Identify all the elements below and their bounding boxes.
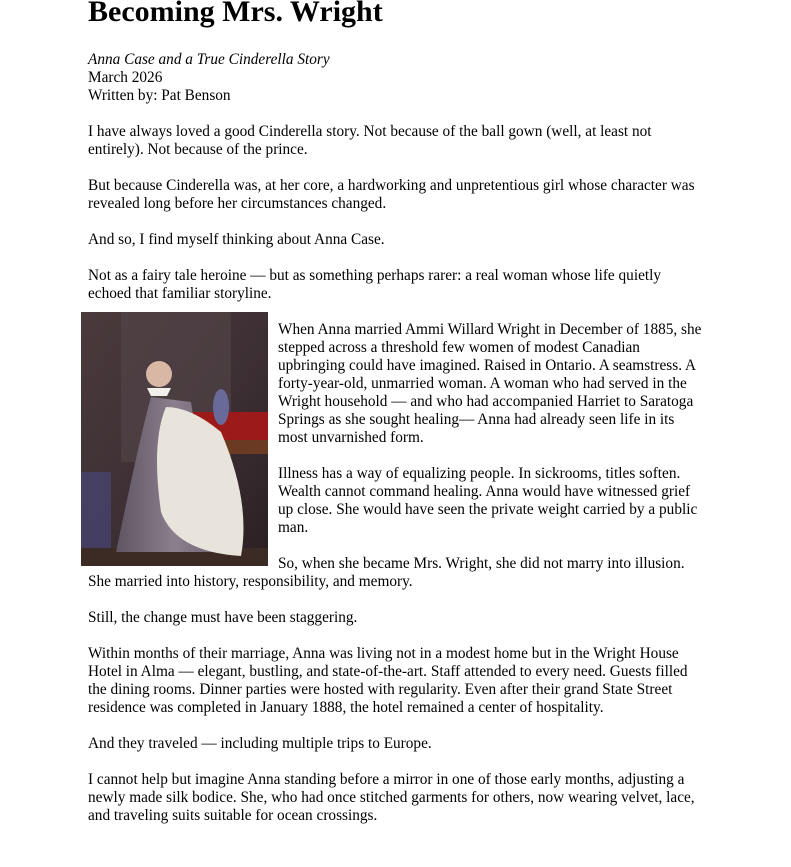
paragraph: But because Cinderella was, at her core, a hardworking and unpretentious girl whose character was revealed long before her circumstances changed.: [88, 177, 695, 212]
paragraph-text: When Anna married Ammi Willard Wright in December of 1885, she stepped across a threshold few women of modest Canadian upbringing could have imagined. Raised in Ontario. A seamstress. A forty-year-old, unmarried woman. A woman who had served in the Wright household — and who had accompanied Harriet to Saratoga Springs as she sought healing— Anna had already seen life in its most unvarnished form.: [278, 321, 702, 446]
paragraph: I have always loved a good Cinderella story. Not because of the ball gown (well, at least not entirely). Not because of the prince.: [88, 123, 652, 158]
paragraph: Still, the change must have been staggering.: [88, 609, 358, 626]
paragraph-with-image: [88, 321, 704, 447]
article-subtitle: Anna Case and a True Cinderella Story: [88, 51, 330, 68]
article: [88, 0, 704, 825]
painting-seamstress-image: [81, 312, 268, 566]
article-meta: [88, 51, 704, 105]
article-byline: Written by: Pat Benson: [88, 87, 231, 104]
paragraph: Within months of their marriage, Anna was living not in a modest home but in the Wright House Hotel in Alma — elegant, bustling, and state-of-the-art. Staff attended to every need. Guests filled the dining rooms. Dinner parties were hosted with regularity. Even after their grand State Street residence was completed in January 1888, the hotel remained a center of hospitality.: [88, 645, 688, 716]
paragraph: Illness has a way of equalizing people. In sickrooms, titles soften. Wealth cannot command healing. Anna would have witnessed grief up close. She would have seen the private weight carried by a public man.: [278, 465, 698, 536]
paragraph: So, when she became Mrs. Wright, she did not marry into illusion. She married into history, responsibility, and memory.: [88, 555, 685, 590]
article-title: Becoming Mrs. Wright: [88, 0, 383, 28]
paragraph: And so, I find myself thinking about Anna Case.: [88, 231, 385, 248]
paragraph: Not as a fairy tale heroine — but as something perhaps rarer: a real woman whose life quietly echoed that familiar storyline.: [88, 267, 662, 302]
paragraph: And they traveled — including multiple trips to Europe.: [88, 735, 432, 752]
paragraph: I cannot help but imagine Anna standing before a mirror in one of those early months, adjusting a newly made silk bodice. She, who had once stitched garments for others, now wearing velvet, lace, and traveling suits suitable for ocean crossings.: [88, 771, 695, 824]
article-date: March 2026: [88, 69, 163, 86]
